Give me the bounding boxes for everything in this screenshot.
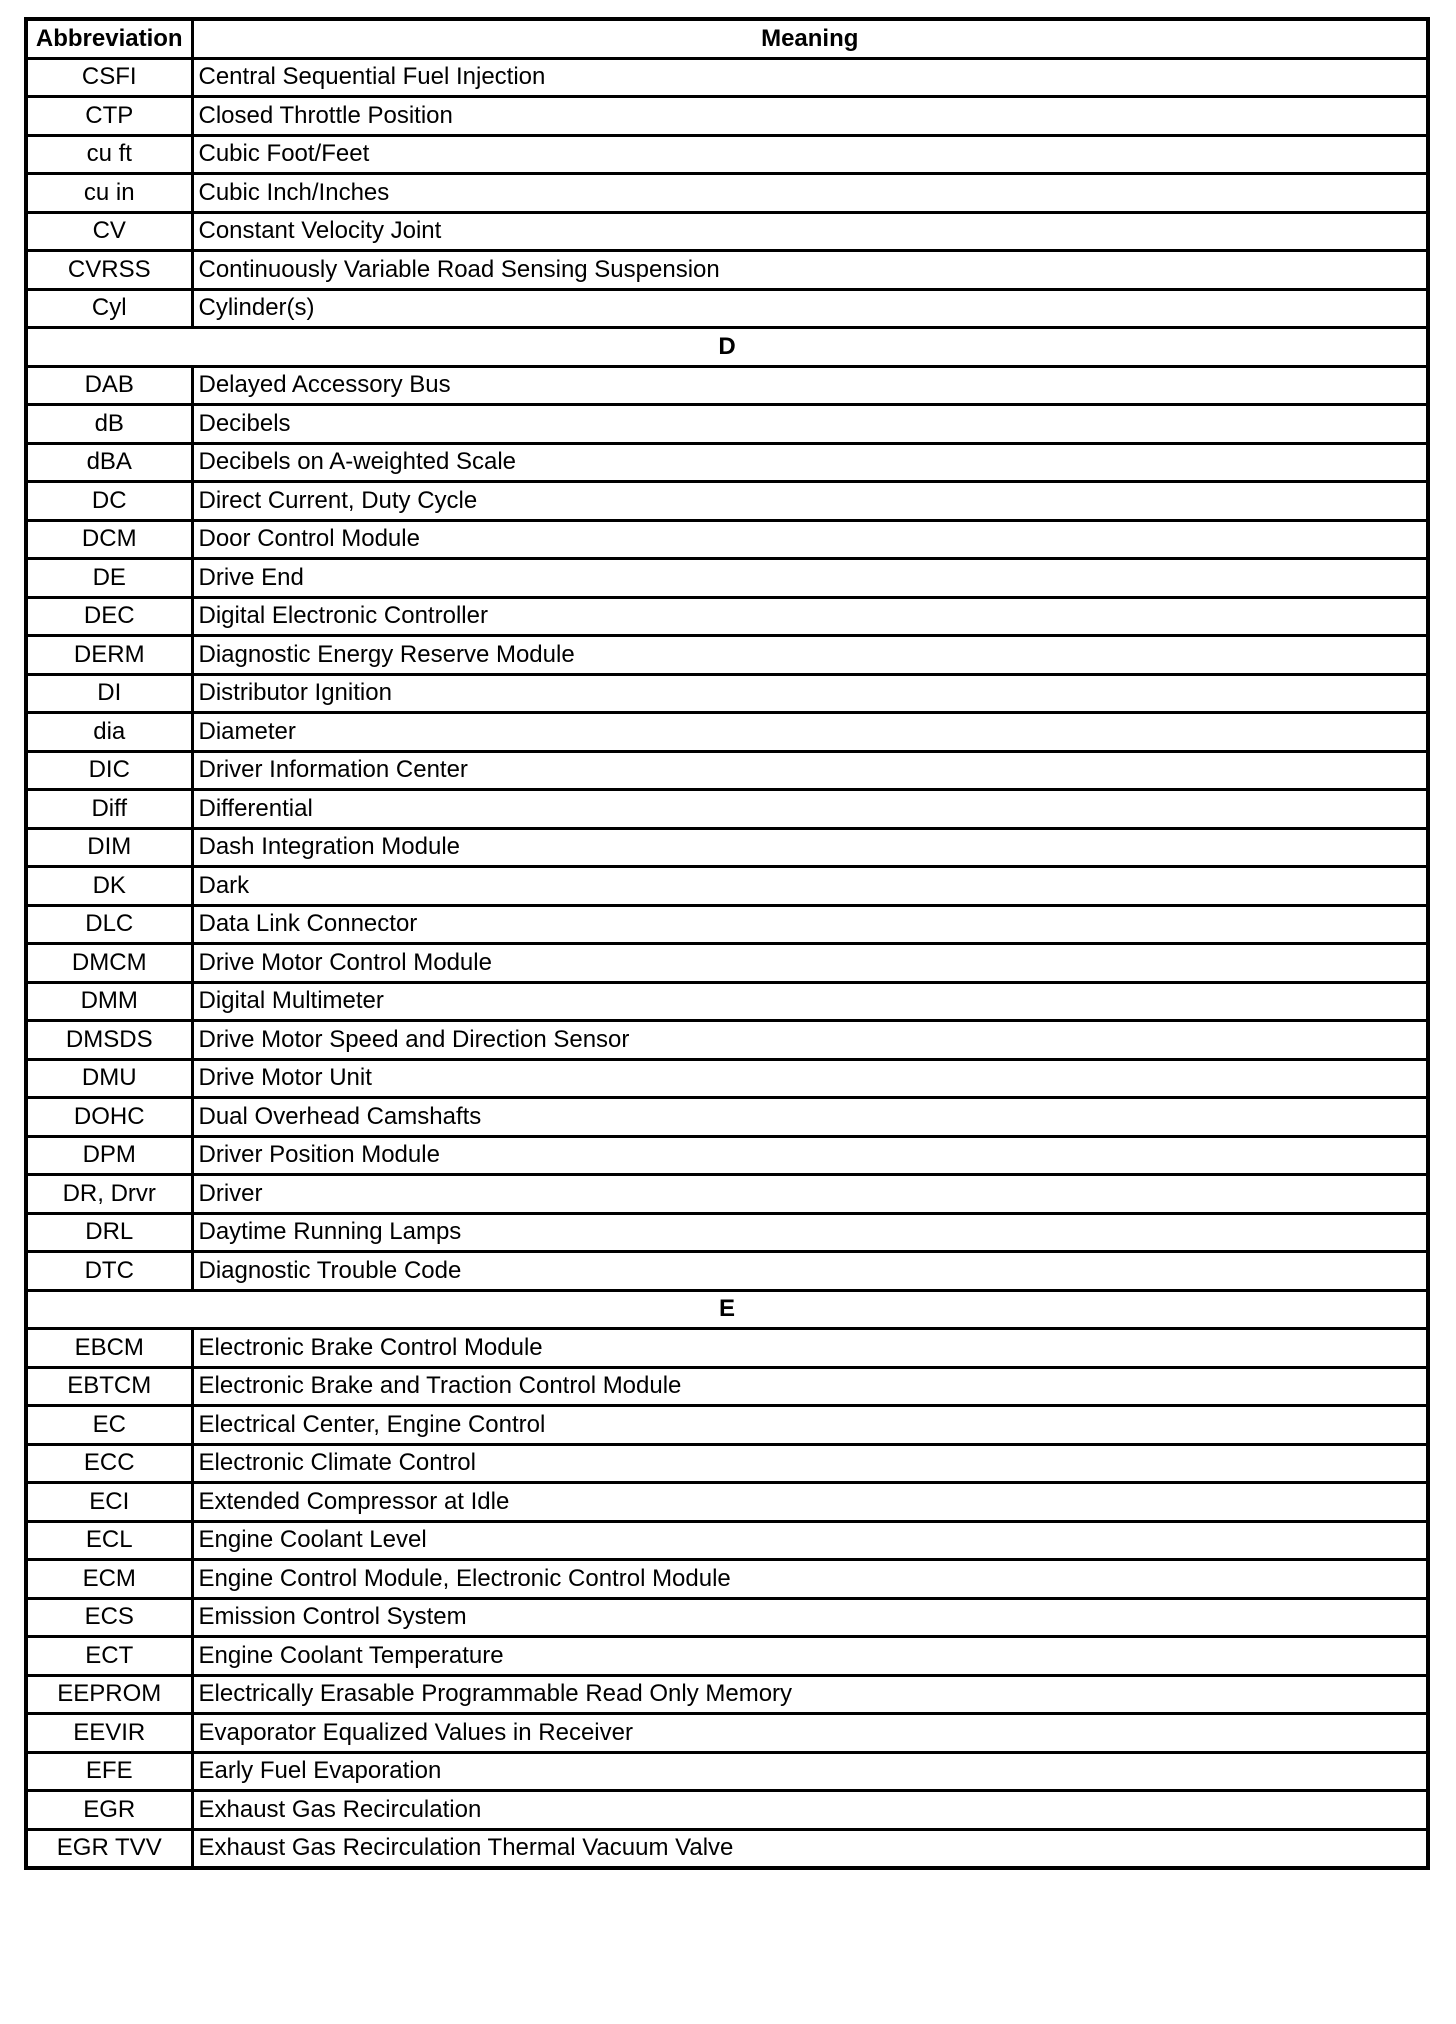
abbreviation-cell: ECM xyxy=(26,1560,192,1599)
table-row xyxy=(26,982,1428,1021)
table-row xyxy=(26,1136,1428,1175)
meaning-cell: Drive Motor Unit xyxy=(192,1059,1428,1098)
abbreviation-cell: DR, Drvr xyxy=(26,1175,192,1214)
meaning-cell: Electrical Center, Engine Control xyxy=(192,1406,1428,1445)
table-row xyxy=(26,1098,1428,1137)
abbreviation-cell: CTP xyxy=(26,97,192,136)
meaning-cell: Dual Overhead Camshafts xyxy=(192,1098,1428,1137)
meaning-cell: Dash Integration Module xyxy=(192,828,1428,867)
meaning-cell: Distributor Ignition xyxy=(192,674,1428,713)
section-letter: D xyxy=(26,328,1428,367)
meaning-cell: Driver Information Center xyxy=(192,751,1428,790)
table-row xyxy=(26,1213,1428,1252)
section-letter: E xyxy=(26,1290,1428,1329)
meaning-cell: Drive Motor Speed and Direction Sensor xyxy=(192,1021,1428,1060)
meaning-cell: Door Control Module xyxy=(192,520,1428,559)
meaning-cell: Cylinder(s) xyxy=(192,289,1428,328)
meaning-cell: Electronic Brake and Traction Control Module xyxy=(192,1367,1428,1406)
abbreviation-cell: ECL xyxy=(26,1521,192,1560)
abbreviation-cell: DRL xyxy=(26,1213,192,1252)
table-row xyxy=(26,1021,1428,1060)
table-row xyxy=(26,674,1428,713)
meaning-cell: Diagnostic Trouble Code xyxy=(192,1252,1428,1291)
meaning-cell: Drive Motor Control Module xyxy=(192,944,1428,983)
table-row xyxy=(26,1059,1428,1098)
abbreviation-cell: DMM xyxy=(26,982,192,1021)
table-row xyxy=(26,597,1428,636)
meaning-column-header: Meaning xyxy=(192,19,1428,58)
abbreviation-cell: EBCM xyxy=(26,1329,192,1368)
abbreviation-cell: ECS xyxy=(26,1598,192,1637)
section-row xyxy=(26,1290,1428,1329)
meaning-cell: Digital Electronic Controller xyxy=(192,597,1428,636)
meaning-cell: Dark xyxy=(192,867,1428,906)
abbreviation-cell: DIM xyxy=(26,828,192,867)
table-row xyxy=(26,944,1428,983)
meaning-cell: Differential xyxy=(192,790,1428,829)
table-row xyxy=(26,1406,1428,1445)
table-row xyxy=(26,366,1428,405)
abbreviation-cell: DTC xyxy=(26,1252,192,1291)
meaning-cell: Electronic Brake Control Module xyxy=(192,1329,1428,1368)
table-row xyxy=(26,443,1428,482)
table-row xyxy=(26,251,1428,290)
abbreviation-cell: EGR xyxy=(26,1791,192,1830)
abbreviation-cell: EBTCM xyxy=(26,1367,192,1406)
table-row xyxy=(26,905,1428,944)
meaning-cell: Diameter xyxy=(192,713,1428,752)
meaning-cell: Drive End xyxy=(192,559,1428,598)
abbreviation-cell: ECI xyxy=(26,1483,192,1522)
abbreviation-cell: dBA xyxy=(26,443,192,482)
meaning-cell: Extended Compressor at Idle xyxy=(192,1483,1428,1522)
table-row xyxy=(26,405,1428,444)
meaning-cell: Driver xyxy=(192,1175,1428,1214)
table-row xyxy=(26,1829,1428,1868)
abbreviation-cell: DE xyxy=(26,559,192,598)
abbreviation-cell: DLC xyxy=(26,905,192,944)
table-row xyxy=(26,97,1428,136)
abbreviation-cell: Diff xyxy=(26,790,192,829)
abbreviation-cell: dB xyxy=(26,405,192,444)
table-row xyxy=(26,751,1428,790)
meaning-cell: Engine Coolant Temperature xyxy=(192,1637,1428,1676)
table-row xyxy=(26,1675,1428,1714)
abbreviation-cell: CV xyxy=(26,212,192,251)
meaning-cell: Diagnostic Energy Reserve Module xyxy=(192,636,1428,675)
meaning-cell: Constant Velocity Joint xyxy=(192,212,1428,251)
abbreviation-cell: EEVIR xyxy=(26,1714,192,1753)
section-row xyxy=(26,328,1428,367)
table-row xyxy=(26,1521,1428,1560)
meaning-cell: Closed Throttle Position xyxy=(192,97,1428,136)
abbreviation-cell: DPM xyxy=(26,1136,192,1175)
meaning-cell: Exhaust Gas Recirculation xyxy=(192,1791,1428,1830)
meaning-cell: Delayed Accessory Bus xyxy=(192,366,1428,405)
table-row xyxy=(26,1329,1428,1368)
meaning-cell: Central Sequential Fuel Injection xyxy=(192,58,1428,97)
table-row xyxy=(26,212,1428,251)
table-row xyxy=(26,828,1428,867)
table-row xyxy=(26,1714,1428,1753)
table-row xyxy=(26,135,1428,174)
table-row xyxy=(26,1483,1428,1522)
table-row xyxy=(26,1252,1428,1291)
table-row xyxy=(26,1752,1428,1791)
meaning-cell: Emission Control System xyxy=(192,1598,1428,1637)
table-row xyxy=(26,1175,1428,1214)
meaning-cell: Decibels on A-weighted Scale xyxy=(192,443,1428,482)
abbreviation-cell: DMCM xyxy=(26,944,192,983)
meaning-cell: Continuously Variable Road Sensing Suspension xyxy=(192,251,1428,290)
table-row xyxy=(26,867,1428,906)
abbreviation-cell: EFE xyxy=(26,1752,192,1791)
abbreviation-cell: DAB xyxy=(26,366,192,405)
meaning-cell: Electronic Climate Control xyxy=(192,1444,1428,1483)
table-row xyxy=(26,174,1428,213)
table-row xyxy=(26,636,1428,675)
meaning-cell: Daytime Running Lamps xyxy=(192,1213,1428,1252)
abbreviation-table xyxy=(24,17,1430,1870)
abbreviation-cell: DCM xyxy=(26,520,192,559)
abbreviation-cell: DC xyxy=(26,482,192,521)
table-body xyxy=(26,58,1428,1868)
table-row xyxy=(26,1791,1428,1830)
abbreviation-cell: ECC xyxy=(26,1444,192,1483)
meaning-cell: Driver Position Module xyxy=(192,1136,1428,1175)
table-row xyxy=(26,1367,1428,1406)
abbreviation-cell: CSFI xyxy=(26,58,192,97)
table-row xyxy=(26,482,1428,521)
meaning-cell: Digital Multimeter xyxy=(192,982,1428,1021)
abbreviation-cell: DMU xyxy=(26,1059,192,1098)
meaning-cell: Engine Control Module, Electronic Control Module xyxy=(192,1560,1428,1599)
table-row xyxy=(26,289,1428,328)
abbreviation-cell: EGR TVV xyxy=(26,1829,192,1868)
table-row xyxy=(26,559,1428,598)
table-row xyxy=(26,1444,1428,1483)
abbreviation-cell: cu in xyxy=(26,174,192,213)
abbreviation-cell: DI xyxy=(26,674,192,713)
meaning-cell: Electrically Erasable Programmable Read Only Memory xyxy=(192,1675,1428,1714)
table-row xyxy=(26,1637,1428,1676)
table-row xyxy=(26,713,1428,752)
table-row xyxy=(26,1560,1428,1599)
meaning-cell: Cubic Foot/Feet xyxy=(192,135,1428,174)
abbreviation-cell: DK xyxy=(26,867,192,906)
abbreviation-cell: DEC xyxy=(26,597,192,636)
meaning-cell: Cubic Inch/Inches xyxy=(192,174,1428,213)
abbreviation-cell: Cyl xyxy=(26,289,192,328)
abbreviation-cell: DIC xyxy=(26,751,192,790)
meaning-cell: Data Link Connector xyxy=(192,905,1428,944)
meaning-cell: Evaporator Equalized Values in Receiver xyxy=(192,1714,1428,1753)
abbreviation-cell: ECT xyxy=(26,1637,192,1676)
meaning-cell: Early Fuel Evaporation xyxy=(192,1752,1428,1791)
abbreviation-cell: dia xyxy=(26,713,192,752)
header-row xyxy=(26,19,1428,58)
abbreviation-column-header: Abbreviation xyxy=(26,19,192,58)
abbreviation-cell: EEPROM xyxy=(26,1675,192,1714)
meaning-cell: Exhaust Gas Recirculation Thermal Vacuum Valve xyxy=(192,1829,1428,1868)
table-row xyxy=(26,1598,1428,1637)
table-row xyxy=(26,58,1428,97)
table-row xyxy=(26,520,1428,559)
abbreviation-cell: DERM xyxy=(26,636,192,675)
table-row xyxy=(26,790,1428,829)
abbreviation-cell: DOHC xyxy=(26,1098,192,1137)
meaning-cell: Direct Current, Duty Cycle xyxy=(192,482,1428,521)
abbreviation-cell: EC xyxy=(26,1406,192,1445)
abbreviation-cell: DMSDS xyxy=(26,1021,192,1060)
abbreviation-cell: cu ft xyxy=(26,135,192,174)
meaning-cell: Decibels xyxy=(192,405,1428,444)
meaning-cell: Engine Coolant Level xyxy=(192,1521,1428,1560)
abbreviation-cell: CVRSS xyxy=(26,251,192,290)
